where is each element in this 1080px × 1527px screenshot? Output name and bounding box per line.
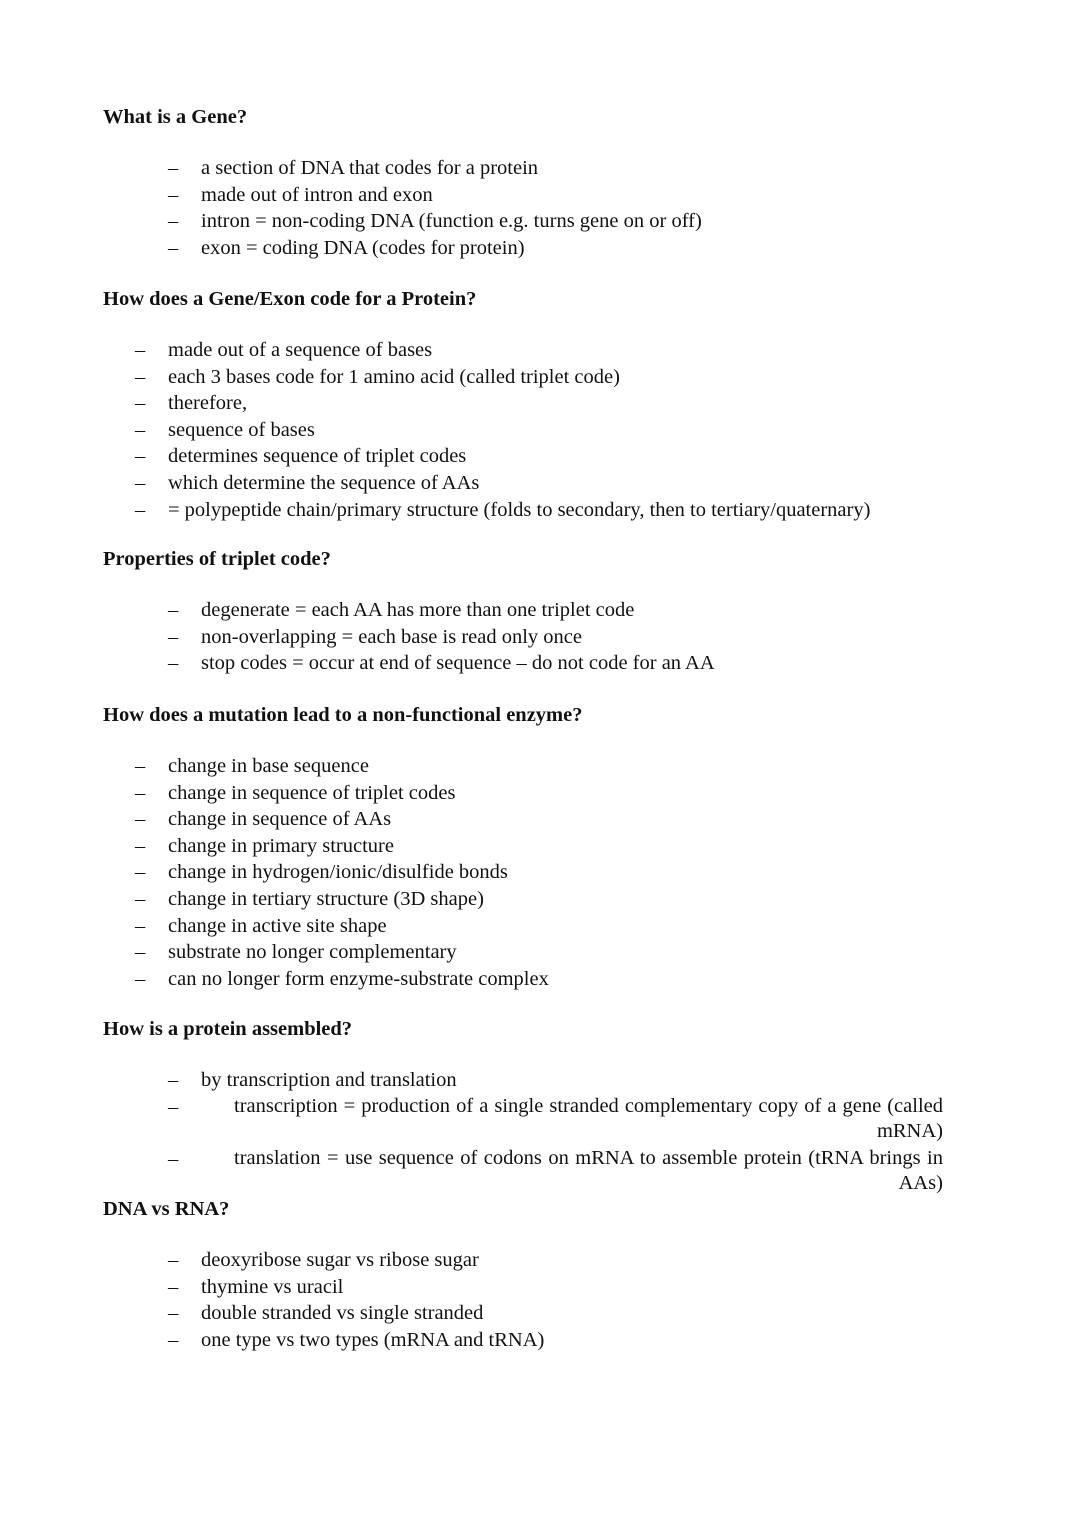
dash-bullet: – — [135, 967, 146, 990]
dash-bullet: – — [135, 834, 146, 857]
dash-bullet: – — [135, 418, 146, 441]
dash-bullet: – — [135, 887, 146, 910]
list-item: – by transcription and translation — [168, 1067, 910, 1094]
list-item: – change in hydrogen/ionic/disulfide bonds — [135, 859, 835, 886]
list-item: – can no longer form enzyme-substrate complex — [135, 966, 835, 993]
section-heading: How is a protein assembled? — [103, 1018, 353, 1040]
dash-bullet: – — [168, 652, 179, 675]
bullet-list — [135, 337, 935, 523]
bullet-list — [168, 1067, 943, 1196]
list-item: – one type vs two types (mRNA and tRNA) — [168, 1327, 868, 1354]
list-item: – transcription = production of a single stranded complementary copy of a gene (called mRNA) — [168, 1094, 943, 1142]
list-item: – change in sequence of AAs — [135, 806, 835, 833]
list-item: – sequence of bases — [135, 417, 935, 444]
dash-bullet: – — [168, 1069, 179, 1091]
list-item: – = polypeptide chain/primary structure (folds to secondary, then to tertiary/quaternary) — [135, 497, 935, 524]
list-item: – change in base sequence — [135, 753, 835, 780]
list-item: – made out of intron and exon — [168, 182, 868, 209]
list-item: – degenerate = each AA has more than one triplet code — [168, 597, 868, 624]
list-item: – determines sequence of triplet codes — [135, 443, 935, 470]
dash-bullet: – — [135, 941, 146, 964]
list-item: – which determine the sequence of AAs — [135, 470, 935, 497]
list-item: – a section of DNA that codes for a protein — [168, 155, 868, 182]
bullet-list — [168, 155, 868, 261]
dash-bullet: – — [168, 1249, 179, 1271]
list-item: – double stranded vs single stranded — [168, 1300, 868, 1327]
list-item: – change in tertiary structure (3D shape) — [135, 886, 835, 913]
dash-bullet: – — [135, 392, 146, 415]
dash-bullet: – — [135, 861, 146, 884]
list-item: – exon = coding DNA (codes for protein) — [168, 235, 868, 262]
list-item: – made out of a sequence of bases — [135, 337, 935, 364]
section-heading: How does a Gene/Exon code for a Protein? — [103, 288, 477, 310]
dash-bullet: – — [168, 210, 179, 233]
dash-bullet: – — [168, 183, 179, 206]
list-item: – thymine vs uracil — [168, 1274, 868, 1301]
dash-bullet: – — [168, 1302, 179, 1325]
bullet-list — [168, 597, 868, 677]
dash-bullet: – — [168, 1275, 179, 1298]
dash-bullet: – — [135, 445, 146, 468]
dash-bullet: – — [135, 471, 146, 494]
dash-bullet: – — [168, 1095, 179, 1118]
bullet-list — [168, 1247, 868, 1353]
list-item: – intron = non-coding DNA (function e.g. turns gene on or off) — [168, 208, 868, 235]
list-item: – stop codes = occur at end of sequence – do not code for an AA — [168, 650, 868, 677]
dash-bullet: – — [135, 781, 146, 804]
section-heading: What is a Gene? — [103, 106, 248, 128]
dash-bullet: – — [168, 1328, 179, 1351]
dash-bullet: – — [168, 236, 179, 259]
section-heading: How does a mutation lead to a non-functional enzyme? — [103, 704, 583, 726]
section-heading: Properties of triplet code? — [103, 548, 331, 570]
list-item: – each 3 bases code for 1 amino acid (called triplet code) — [135, 364, 935, 391]
list-item: – non-overlapping = each base is read only once — [168, 624, 868, 651]
list-item: – deoxyribose sugar vs ribose sugar — [168, 1247, 868, 1274]
dash-bullet: – — [135, 755, 146, 777]
dash-bullet: – — [168, 625, 179, 648]
list-item: – change in primary structure — [135, 833, 835, 860]
bullet-list — [135, 753, 835, 992]
dash-bullet: – — [135, 808, 146, 831]
list-item: – substrate no longer complementary — [135, 939, 835, 966]
list-item: – therefore, — [135, 390, 935, 417]
dash-bullet: – — [135, 365, 146, 388]
dash-bullet: – — [135, 339, 146, 361]
dash-bullet: – — [168, 1147, 179, 1170]
list-item: – translation = use sequence of codons on mRNA to assemble protein (tRNA brings in AAs) — [168, 1146, 943, 1194]
dash-bullet: – — [168, 157, 179, 179]
dash-bullet: – — [135, 498, 146, 521]
section-heading: DNA vs RNA? — [103, 1198, 230, 1220]
list-item: – change in sequence of triplet codes — [135, 780, 835, 807]
dash-bullet: – — [135, 914, 146, 937]
list-item: – change in active site shape — [135, 913, 835, 940]
dash-bullet: – — [168, 599, 179, 621]
